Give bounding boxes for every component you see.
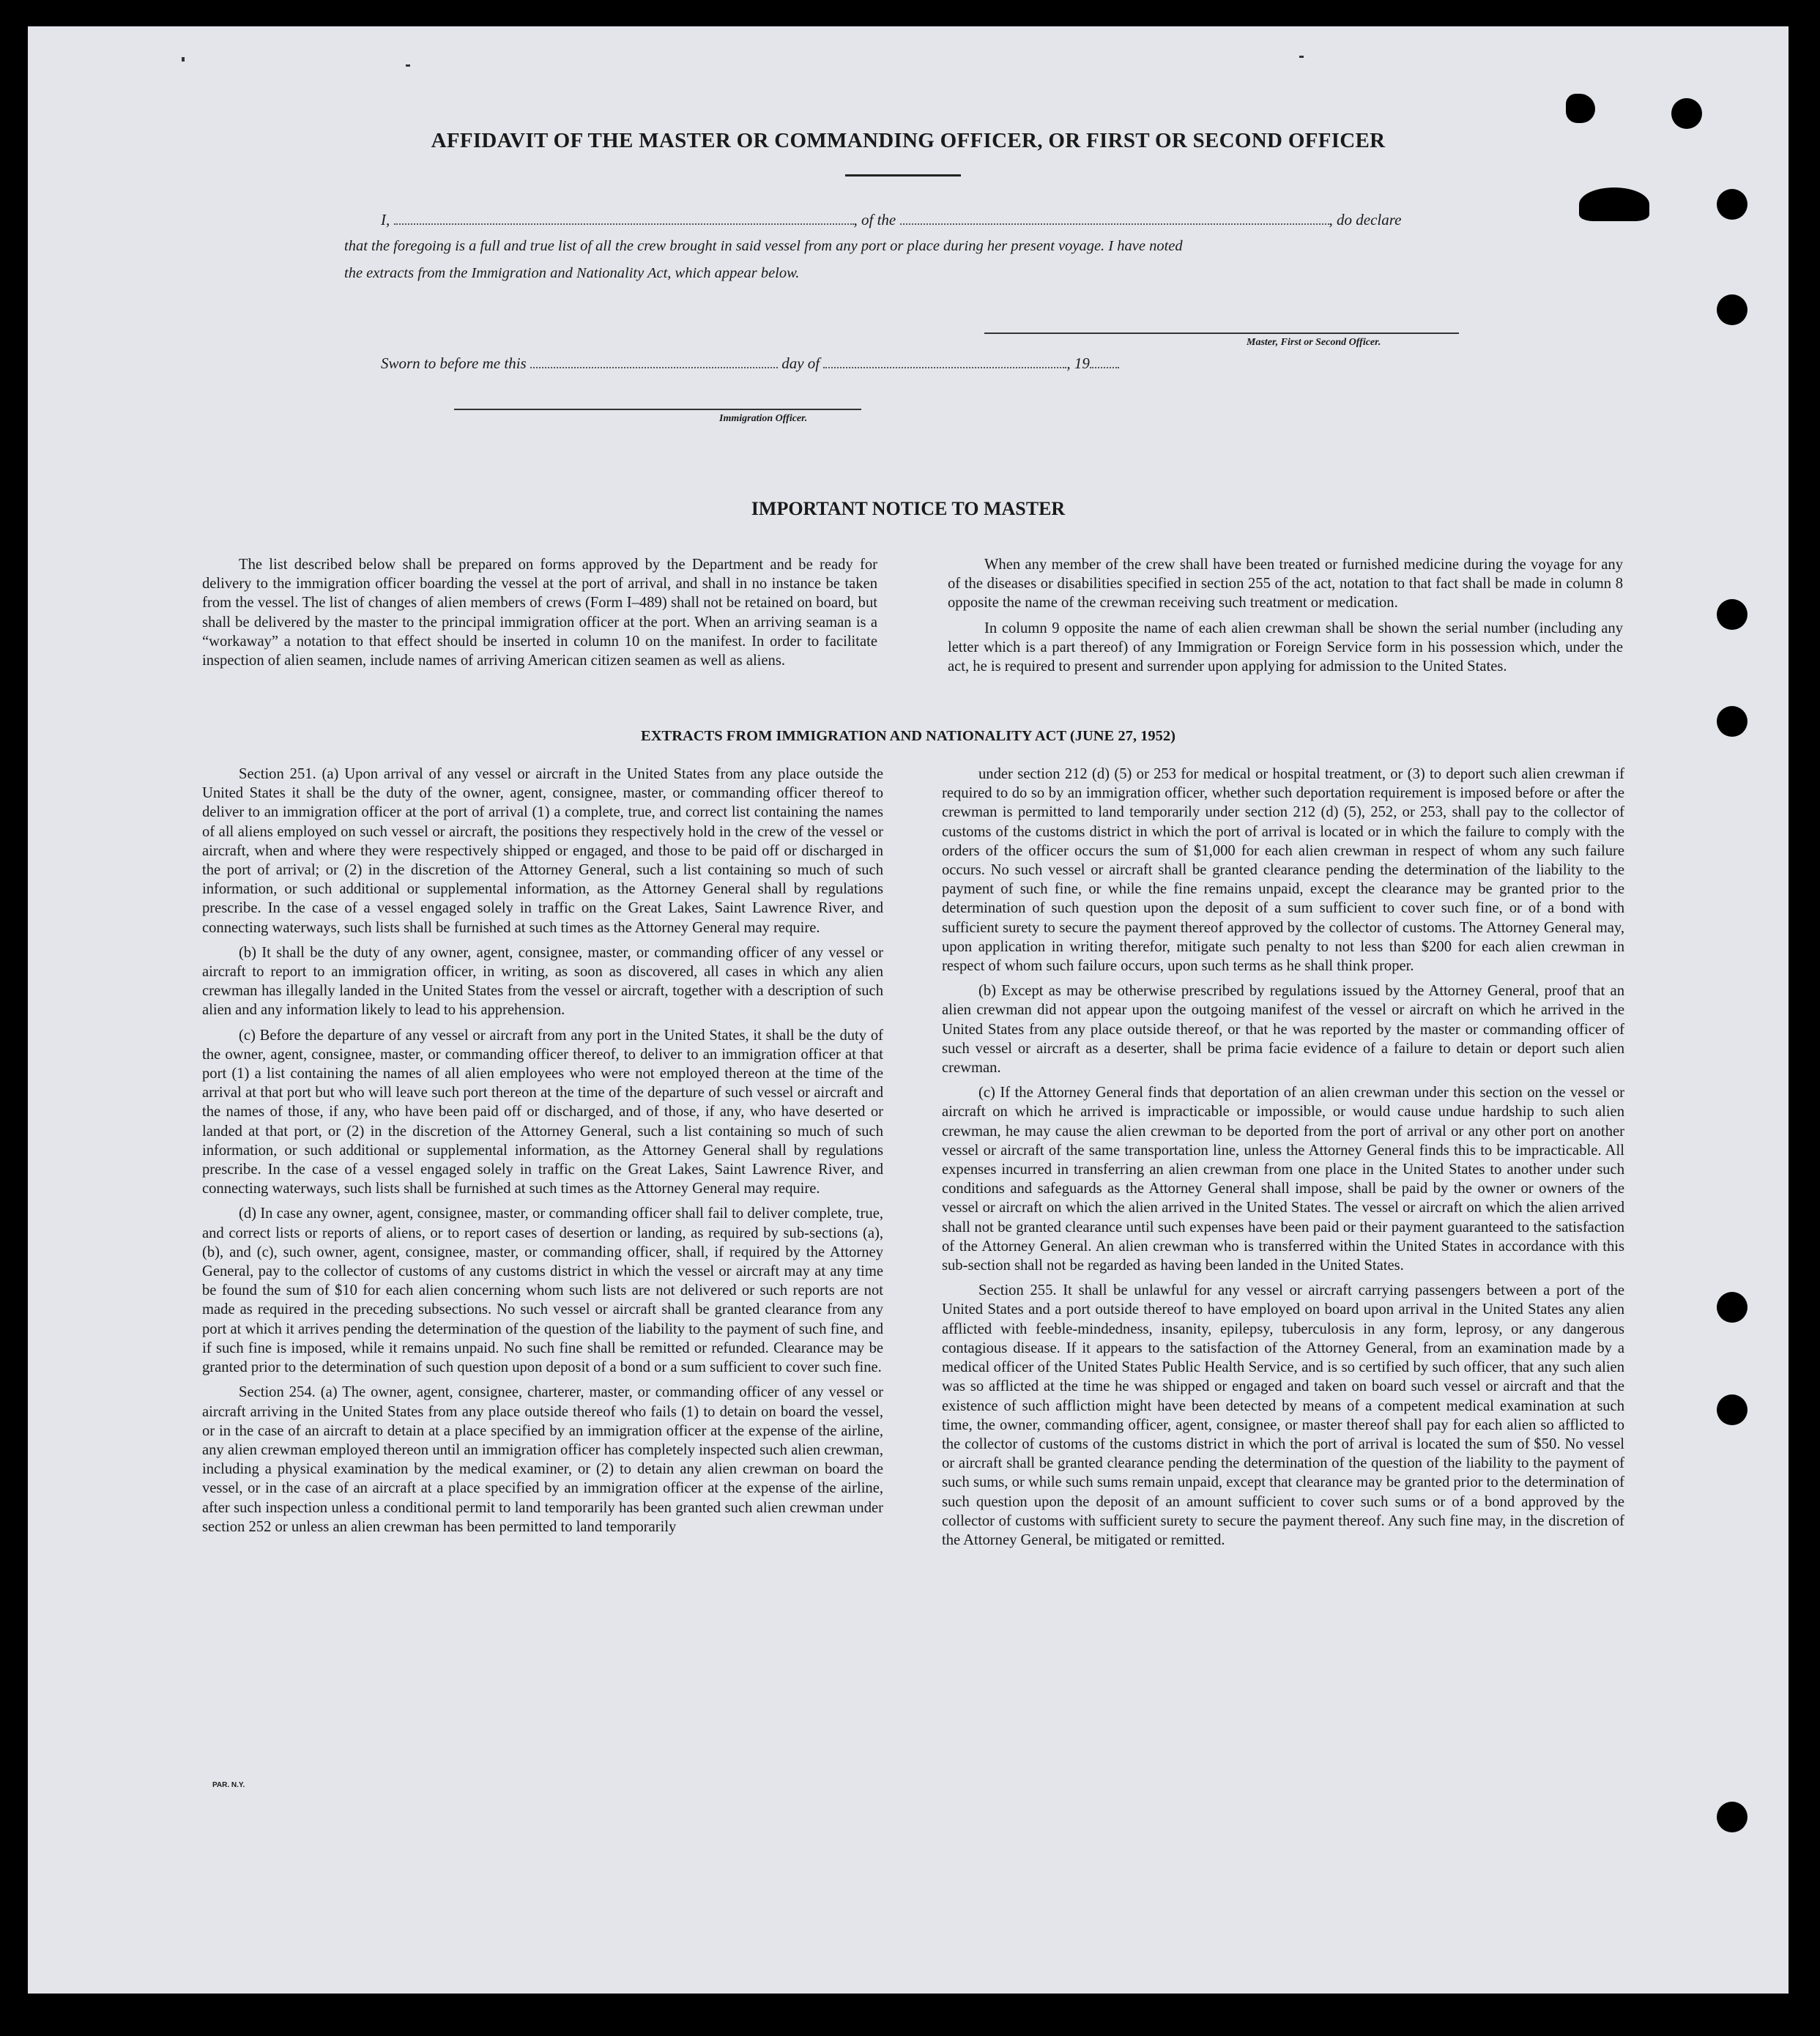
day-of-label: day of	[781, 354, 820, 372]
notice-title: IMPORTANT NOTICE TO MASTER	[751, 498, 1066, 519]
extracts-right-column	[942, 765, 1624, 1556]
sworn-line	[381, 354, 1119, 373]
of-the-label: , of the	[853, 211, 896, 229]
master-caption: Master, First or Second Officer.	[1247, 337, 1381, 348]
torn-hole-icon	[1579, 187, 1649, 221]
notice-paragraph: In column 9 opposite the name of each alien crewman shall be shown the serial number (including any letter which is a part thereof) of any Immigration or Foreign Service form in his possession which, under the act, he is required to present and surrender upon applying for admission to the United States.	[948, 620, 1623, 675]
immigration-officer-signature-line[interactable]	[454, 409, 861, 410]
ink-blot-icon	[1566, 94, 1595, 123]
notice-right-column	[948, 555, 1623, 682]
punch-hole-icon	[1717, 189, 1747, 220]
immigration-officer-caption: Immigration Officer.	[719, 413, 808, 424]
act-section-paragraph: (c) Before the departure of any vessel or aircraft from any port in the United States, it shall be the duty of the owner, agent, consignee, master, or commanding officer thereof, to deliver to an immigration officer at that port (1) a list containing the names of all alien employees who were not employed thereon at the time of the arrival at that port but who will leave such port thereon at the time of the departure of such vessel or aircraft and the names of those, if any, who have been paid off or discharged, and of those, if any, who have deserted or landed at that port, or (2) in the discretion of the Attorney General, such a list containing so much of such information, or such additional or supplemental information, as the Attorney General shall by regulations prescribe. In the case of a vessel engaged solely in traffic on the Great Lakes, Saint Lawrence River, and connecting waterways, such lists shall be furnished at such times as the Attorney General may require.	[202, 1027, 883, 1197]
punch-hole-icon	[1717, 599, 1747, 630]
punch-hole-icon	[1717, 1394, 1747, 1425]
act-section-paragraph: (c) If the Attorney General finds that deportation of an alien crewman under this section on the vessel or aircraft on which he arrived is impracticable or impossible, or would cause undue hardship to such alien crewman, he may cause the alien crewman to be deported from the port of arrival or any other port on another vessel or aircraft of the same transportation line, unless the Attorney General finds this to be impracticable. All expenses incurred in transferring an alien crewman from one place in the United States to another under such conditions and safeguards as the Attorney General shall impose, shall be paid by the owner or owners of the vessel or aircraft on which the alien arrived in the United States. The vessel or aircraft on which the alien arrived shall not be granted clearance until such expenses have been paid or their payment guaranteed to the satisfaction of the Attorney General. An alien crewman who is transferred within the United States in accordance with this sub-section shall not be regarded as having been landed in the United States.	[942, 1085, 1624, 1274]
sworn-day-field[interactable]	[530, 357, 778, 368]
declare-label: , do declare	[1329, 211, 1402, 229]
sworn-month-field[interactable]	[823, 357, 1066, 368]
act-section-paragraph: (b) It shall be the duty of any owner, agent, consignee, master, or commanding officer of any vessel or aircraft to report to an immigration officer, in writing, as soon as discovered, all cases in which any alien crewman has illegally landed in the United States from the vessel or aircraft, together with a description of such alien and any information likely to lead to his apprehension.	[202, 944, 883, 1019]
notice-paragraph: When any member of the crew shall have been treated or furnished medicine during the voyage for any of the diseases or disabilities specified in section 255 of the act, notation to that fact shall be made in column 8 opposite the name of the crewman receiving such treatment or medication.	[948, 557, 1623, 612]
statement-line-2: the extracts from the Immigration and Nationality Act, which appear below.	[344, 265, 800, 281]
notice-left-column	[202, 555, 877, 676]
punch-hole-icon	[1717, 1292, 1747, 1323]
extracts-title: EXTRACTS FROM IMMIGRATION AND NATIONALITY ACT (JUNE 27, 1952)	[641, 728, 1175, 744]
document-page	[28, 26, 1789, 1994]
name-field[interactable]	[394, 213, 854, 225]
act-section-paragraph: Section 255. It shall be unlawful for any vessel or aircraft carrying passengers between a port of the United States and a port outside thereof to have employed on board upon arrival in the United States any alien afflicted with feeble-mindedness, insanity, epilepsy, tuberculosis in any form, leprosy, or any dangerous contagious disease. If it appears to the satisfaction of the Attorney General, from an examination made by a medical officer of the United States Public Health Service, and is so certified by such officer, that any such alien was so afflicted at the time he was shipped or engaged and taken on board such vessel or aircraft and that the existence of such affliction might have been detected by means of a competent medical examination at such time, the owner, commanding officer, agent, consignee, or master thereof shall pay for each alien so afflicted to the collector of customs of the customs district in which the port of arrival is located the sum of $50. No vessel or aircraft shall be granted clearance pending the determination of the question of the liability to the payment of such sums, or while such sums remain unpaid, except that clearance may be granted prior to the determination of such question upon the deposit of an amount sufficient to cover such sums or of a bond approved by the collector of customs with sufficient surety to secure the payment thereof. Any such fine may, in the discretion of the Attorney General, be mitigated or remitted.	[942, 1282, 1624, 1548]
act-section-paragraph: Section 254. (a) The owner, agent, consignee, charterer, master, or commanding officer of any vessel or aircraft arriving in the United States from any place outside thereof who fails (1) to detain on board the vessel, or in the case of an aircraft to detain at a place specified by an immigration officer at the expense of the airline, any alien crewman employed thereon until an immigration officer has completely inspected such alien crewman, including a physical examination by the medical examiner, or (2) to detain any alien crewman on board the vessel, or in the case of an aircraft at a place specified by an immigration officer at the expense of the airline, after such inspection unless a conditional permit to land temporarily has been granted such alien crewman under section 252 or unless an alien crewman has been permitted to land temporarily	[202, 1384, 883, 1535]
extracts-left-column	[202, 765, 883, 1542]
act-section-paragraph: (d) In case any owner, agent, consignee, master, or commanding officer shall fail to deliver complete, true, and correct lists or reports of aliens, or to report cases of desertion or landing, as required by sub-sections (a), (b), and (c), such owner, agent, consignee, master, or commanding officer, shall, if required by the Attorney General, pay to the collector of customs of any customs district in which the vessel or aircraft may at any time be found the sum of $10 for each alien concerning whom such lists are not delivered or such reports are not made as required in the preceding subsections. No such vessel or aircraft shall be granted clearance from any port at which it arrives pending the determination of the question of the liability to the payment of such fine, and if such fine is imposed, while it remains unpaid. No such fine shall be remitted or refunded. Clearance may be granted prior to the determination of such question upon deposit of a bond or a sum sufficient to cover such fine.	[202, 1205, 883, 1376]
act-section-paragraph: Section 251. (a) Upon arrival of any vessel or aircraft in the United States from any place outside the United States it shall be the duty of the owner, agent, consignee, master, or commanding officer thereof to deliver to an immigration officer at the port of arrival (1) a complete, true, and correct list containing the names of all aliens employed on such vessel or aircraft, the positions they respectively hold in the crew of the vessel or aircraft, when and where they were respectively shipped or engaged, and those to be paid off or discharged in the port of arrival; or (2) in the discretion of the Attorney General, such a list containing so much of such information, or such additional or supplemental information, as the Attorney General shall by regulations prescribe. In the case of a vessel engaged solely in traffic on the Great Lakes, Saint Lawrence River, and connecting waterways, such lists shall be furnished at such times as the Attorney General may require.	[202, 766, 883, 936]
vessel-field[interactable]	[900, 213, 1329, 225]
master-signature-line[interactable]	[984, 332, 1459, 334]
declarant-line	[381, 211, 1401, 229]
title-underline	[845, 174, 961, 177]
punch-hole-icon	[1717, 294, 1747, 325]
act-section-paragraph: (b) Except as may be otherwise prescribed by regulations issued by the Attorney General, proof that an alien crewman did not appear upon the outgoing manifest of the vessel or aircraft on which he arrived in the United States from any place outside thereof, or that he was reported by the master or commanding officer of such vessel or aircraft as a deserter, shall be prima facie evidence of a failure to detain or deport such alien crewman.	[942, 983, 1624, 1077]
sworn-year-field[interactable]	[1090, 357, 1119, 368]
affidavit-title: AFFIDAVIT OF THE MASTER OR COMMANDING OFFICER, OR FIRST OR SECOND OFFICER	[431, 129, 1386, 152]
year-label: , 19	[1066, 354, 1090, 372]
i-label: I,	[381, 211, 390, 229]
punch-hole-icon	[1671, 98, 1702, 129]
punch-hole-icon	[1717, 1802, 1747, 1832]
statement-line-1: that the foregoing is a full and true list of all the crew brought in said vessel from any port or place during her present voyage. I have noted	[344, 238, 1183, 254]
notice-paragraph: The list described below shall be prepared on forms approved by the Department and be ready for delivery to the immigration officer boarding the vessel at the port of arrival, and shall in no instance be taken from the vessel. The list of changes of alien members of crews (Form I–489) shall not be retained on board, but shall be delivered by the master to the principal immigration officer at the port. When an arriving seaman is a “workaway” a notation to that effect should be inserted in column 10 on the manifest. In order to facilitate inspection of alien seamen, include names of arriving American citizen seamen as well as aliens.	[202, 557, 877, 669]
act-section-paragraph: under section 212 (d) (5) or 253 for medical or hospital treatment, or (3) to deport such alien crewman if required to do so by an immigration officer, whether such deportation requirement is imposed before or after the crewman is permitted to land temporarily under section 212 (d) (5), 252, or 253, shall pay to the collector of customs of the customs district in which the port of arrival is located or in which the failure to comply with the orders of the officer occurs the sum of $1,000 for each alien crewman in respect of whom any such failure occurs. No such vessel or aircraft shall be granted clearance pending the determination of the liability to the payment of such fine, or while the fine remains unpaid, except the clearance may be granted prior to the determination of such question upon the deposit of a sum sufficient to cover such fine, or of a bond with sufficient surety to secure the payment thereof approved by the collector of customs. The Attorney General may, upon application in writing therefor, mitigate such penalty to not less than $200 for each alien crewman in respect of whom such failure occurs, upon such terms as he shall think proper.	[942, 766, 1624, 975]
sworn-label: Sworn to before me this	[381, 354, 527, 372]
printer-mark: PAR. N.Y.	[212, 1781, 245, 1789]
